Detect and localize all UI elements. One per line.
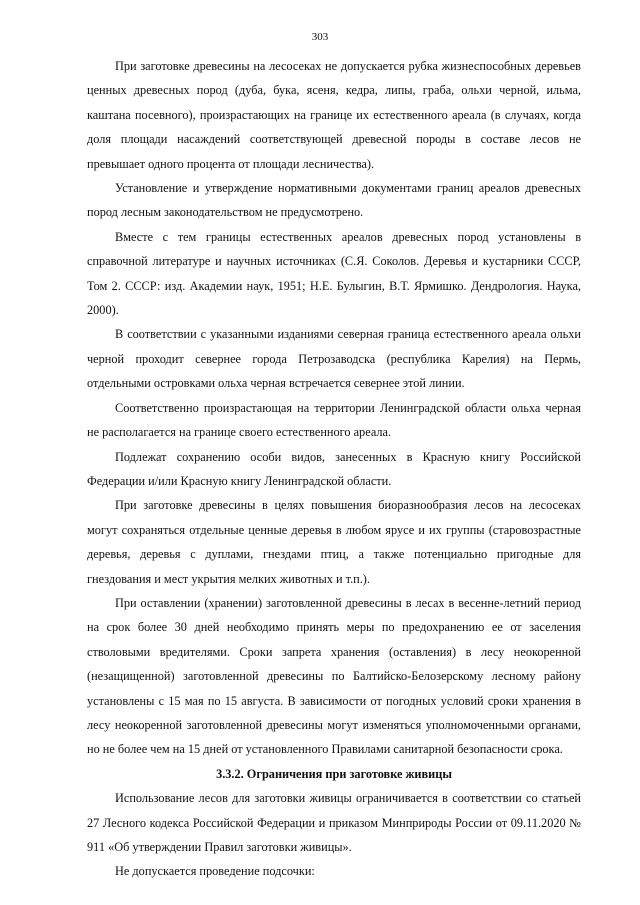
paragraph-tapping-not-allowed: Не допускается проведение подсочки: [115, 864, 315, 879]
paragraph-resin-tapping-restrictions: Использование лесов для заготовки живицы ограничивается в соответствии со статьей 27 Лесного кодекса Российской Федерации и приказом Минприроды России от 09.11.2020 № 911 «Об утверждении Правил заготовки живицы». [87, 791, 581, 854]
paragraph-range-literature-sources: Вместе с тем границы естественных ареалов древесных пород установлены в справочной литературе и научных источниках (С.Я. Соколов. Деревья и кустарники СССР, Том 2. СССР: изд. Академии наук, 1951; Н.Е. Булыгин, В.Т. Ярмишко. Дендрология. Наука, 2000). [87, 229, 581, 318]
paragraph-range-boundaries-legislation: Установление и утверждение нормативными документами границ ареалов древесных пород лесным законодательством не предусмотрено. [87, 181, 581, 220]
paragraph-leningrad-alder-range: Соответственно произрастающая на территории Ленинградской области ольха черная не располагается на границе своего естественного ареала. [87, 400, 581, 440]
paragraph-biodiversity-retention: При заготовке древесины в целях повышения биоразнообразия лесов на лесосеках могут сохраняться отдельные ценные деревья в любом ярусе и их группы (старовозрастные деревья, деревья с дуплами, гнездами птиц, а также потенциально пригодные для гнездования и мест укрытия мелких животных и т.п.). [87, 498, 581, 586]
paragraph-black-alder-northern-boundary: В соответствии с указанными изданиями северная граница естественного ареала ольхи черной проходит севернее города Петрозаводска (республика Карелия) на Пермь, отдельными островками ольха черная встречается севернее этой линии. [87, 327, 581, 391]
paragraph-timber-storage-terms: При оставлении (хранении) заготовленной древесины в лесах в весенне-летний период на срок более 30 дней необходимо принять меры по предохранению ее от заселения стволовыми вредителями. Сроки запрета хранения (оставления) в лесу неокоренной (незащищенной) заготовленной древесины по Балтийско-Белозерскому лесному району установлены с 15 мая по 15 августа. В зависимости от погодных условий сроки хранения в лесу неокоренной заготовленной древесины могут изменяться уполномоченными органами, но не более чем на 15 дней от установленного Правилами санитарной безопасности срока. [87, 595, 581, 757]
page-number: 303 [311, 31, 329, 43]
paragraph-red-book-species: Подлежат сохранению особи видов, занесенных в Красную книгу Российской Федерации и/или Красную книгу Ленинградской области. [87, 449, 581, 488]
section-heading: 3.3.2. Ограничения при заготовке живицы [216, 766, 452, 781]
paragraph-rare-species-felling: При заготовке древесины на лесосеках не допускается рубка жизнеспособных деревьев ценных древесных пород (дуба, бука, ясеня, кедра, липы, граба, ольхи черной, ильма, каштана посевного), произрастающих на границе их естественного ареала (в случаях, когда доля площади насаждений соответствующей древесной породы в составе лесов не превышает одного процента от площади лесничества). [87, 59, 581, 171]
page-content [87, 54, 581, 884]
